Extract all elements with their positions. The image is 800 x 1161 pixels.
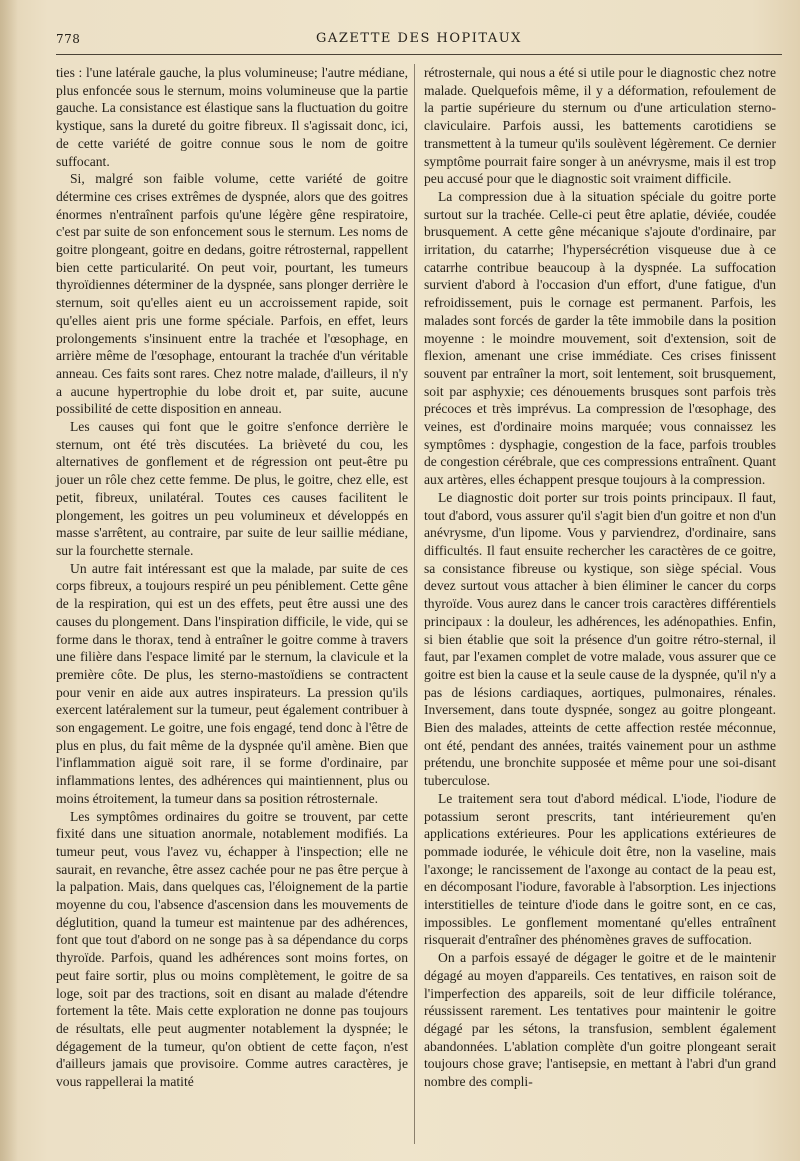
- page-header: [56, 28, 782, 55]
- paragraph: Les causes qui font que le goitre s'enfonce derrière le sternum, ont été très discutées. La brièveté du cou, les alternatives de gonflement et de régression ont peut-être pu jouer un rôle chez cette femme. De plus, le goitre, chez elle, est petit, fibreux, unilatéral. Toutes ces causes facilitent le plongement, les goitres un peu volumineux et développés en masse s'arrêtent, au contraire, par suite de leur saillie médiane, sur la fourchette sternale.: [56, 419, 408, 558]
- paragraph: Si, malgré son faible volume, cette variété de goitre détermine ces crises extrêmes de dyspnée, alors que des goitres énormes n'entraînent parfois qu'une légère gêne respiratoire, c'est par suite de son enfoncement sous le sternum. Les noms de goitre plongeant, goitre en dedans, goitre rétrosternal, rappellent bien cette particularité. On peut voir, pourtant, les tumeurs thyroïdiennes déterminer de la dyspnée, sans plonger derrière le sternum, soit qu'elles aient eu un accroissement rapide, soit qu'elles aient pris une forme spéciale. Parfois, en effet, leurs prolongements s'insinuent entre la trachée et l'œsophage, en arrière même de l'œsophage, entourant la trachée d'un véritable anneau. Ces faits sont rares. Chez notre malade, d'ailleurs, il n'y a aucune hypertrophie du lobe droit et, par suite, aucune possibilité de cette disposition en anneau.: [56, 171, 408, 417]
- left-column: [56, 64, 408, 1091]
- page-binding-shadow: [0, 0, 18, 1161]
- paragraph: ties : l'une latérale gauche, la plus volumineuse; l'autre médiane, plus enfoncée sous le sternum, moins volumineuse que la partie gauche. La consistance est élastique sans la fluctuation du goitre kystique, sans la dureté du goitre fibreux. Il s'agissait donc, ici, de cette variété de goitre connue sous le nom de goitre suffocant.: [56, 65, 408, 169]
- paragraph: Un autre fait intéressant est que la malade, par suite de ces corps fibreux, a toujours respiré un peu péniblement. Cette gêne de la respiration, qui est un des effets, peut être aussi une des causes du plongement. Dans l'inspiration difficile, le vide, qui se forme dans le thorax, tend à entraîner le goitre comme à travers une filière dans l'espace limité par le sternum, la clavicule et la première côte. De plus, les sterno-mastoïdiens se contractent pour venir en aide aux autres inspirateurs. La pression qu'ils exercent latéralement sur la tumeur, peut également contribuer à son engagement. Le goitre, une fois engagé, tend donc à l'être de plus en plus, du fait même de la dyspnée qu'il amène. Bien que l'inflammation aiguë soit rare, il se forme d'ordinaire, par inflammations lentes, des adhérences qui maintiennent, plus ou moins étroitement, la tumeur dans sa position rétrosternale.: [56, 560, 408, 806]
- paragraph: rétrosternale, qui nous a été si utile pour le diagnostic chez notre malade. Quelquefois même, il y a déformation, refoulement de la partie supérieure du sternum ou d'une articulation sterno-claviculaire. Parfois aussi, les battements carotidiens se transmettent à la tumeur qu'ils soulèvent légèrement. Ce dernier symptôme pourrait faire songer à un anévrysme, mais il est trop peu accusé pour que le diagnostic soit vraiment difficile.: [424, 65, 776, 187]
- page-number: 778: [56, 32, 81, 46]
- paragraph: La compression due à la situation spéciale du goitre porte surtout sur la trachée. Celle-ci peut être aplatie, déviée, coudée brusquement. A cette gêne mécanique s'ajoute d'ordinaire, par irritation, du catarrhe; l'hypersécrétion visqueuse due à ce catarrhe contribue beaucoup à la dyspnée. La suffocation survient d'abord à l'occasion d'un effort, d'une fatigue, d'un refroidissement, puis le cornage est permanent. Parfois, les malades sont forcés de garder la tête immobile dans la position moyenne : le moindre mouvement, soit d'extension, soit de flexion, amenant une crise immédiate. Ces crises finissent souvent par entraîner la mort, soit lentement, soit brusquement, soit par asphyxie; ces dénouements brusques sont parfois très précoces et très imprévus. La compression de l'œsophage, des veines, est d'ordinaire moins marquée; vous connaissez les symptômes : dysphagie, congestion de la face, parfois troubles de congestion cérébrale, que ces compressions entraînent. Quant aux artères, elles échappent presque toujours à la compression.: [424, 188, 776, 488]
- column-divider: [414, 64, 415, 1144]
- paragraph: Les symptômes ordinaires du goitre se trouvent, par cette fixité dans une situation anormale, notablement modifiés. La tumeur peut, vous l'avez vu, échapper à l'inspection; elle ne saurait, en revanche, être assez cachée pour ne pas être perçue à la palpation. Mais, dans quelques cas, l'éloignement de la partie moyenne du cou, l'absence d'ascension dans les mouvements de déglutition, quand la tumeur est maintenue par des adhérences, font que tout d'abord on ne songe pas à sa dépendance du corps thyroïde. Parfois, quand les adhérences sont moins fortes, on peut faire sortir, plus ou moins complètement, le goitre de sa loge, soit par des tractions, soit en disant au malade d'étendre fortement la tête. Mais cette exploration ne donne pas toujours de résultats, elle peut augmenter notablement la dyspnée; le dégagement de la tumeur, qu'on obtient de cette façon, n'est d'ailleurs jamais que provisoire. Comme autres caractères, je vous rappellerai la matité: [56, 808, 408, 1090]
- right-column: [424, 64, 776, 1091]
- paragraph: Le diagnostic doit porter sur trois points principaux. Il faut, tout d'abord, vous assurer qu'il s'agit bien d'un goitre et non d'un anévrysme, d'un lipome. Vous y parviendrez, d'ordinaire, sans difficultés. Il faut ensuite rechercher les caractères de ce goitre, sa consistance fibreuse ou kystique, son siège spécial. Vous devez surtout vous attacher à bien éliminer le cancer du corps thyroïde. Vous aurez dans le cancer trois caractères différentiels principaux : la douleur, les adhérences, les adénopathies. Enfin, si bien établie que soit la présence d'un goitre rétro-sternal, il faut, par l'examen complet de votre malade, vous assurer que ce goitre est bien la cause et la seule cause de la dyspnée, qu'il n'y a pas de lésions cardiaques, aortiques, pulmonaires, rénales. Inversement, dans toute dyspnée, songez au goitre plongeant. Bien des malades, atteints de cette affection restée méconnue, ont été, pendant des années, traités vainement pour un asthme prétendu, une bronchite supposée et même pour une soi-disant tuberculose.: [424, 489, 776, 789]
- running-title: GAZETTE DES HOPITAUX: [316, 31, 522, 46]
- paragraph: On a parfois essayé de dégager le goitre et de le maintenir dégagé au moyen d'appareils. Ces tentatives, en raison soit de l'imperfection des appareils, soit de leur difficile tolérance, réussissent rarement. Les tentatives pour maintenir le goitre dégagé par les sétons, la transfusion, semblent également abandonnées. L'ablation complète d'un goitre plongeant serait toujours chose grave; l'antisepsie, en mettant à l'abri d'un grand nombre des compli-: [424, 950, 776, 1090]
- paragraph: Le traitement sera tout d'abord médical. L'iode, l'iodure de potassium seront prescrits, tant intérieurement qu'en applications extérieures. Pour les applications extérieures de pommade iodurée, le véhicule doit être, non la vaseline, mais l'axonge; le rancissement de l'axonge au contact de la peau est, en décomposant l'iodure, favorable à l'absorption. Les injections interstitielles de teinture d'iode dans le goitre sont, en ce cas, impossibles. Le gonflement momentané qu'elles entraînent risquerait d'entraîner des phénomènes graves de suffocation.: [424, 790, 776, 948]
